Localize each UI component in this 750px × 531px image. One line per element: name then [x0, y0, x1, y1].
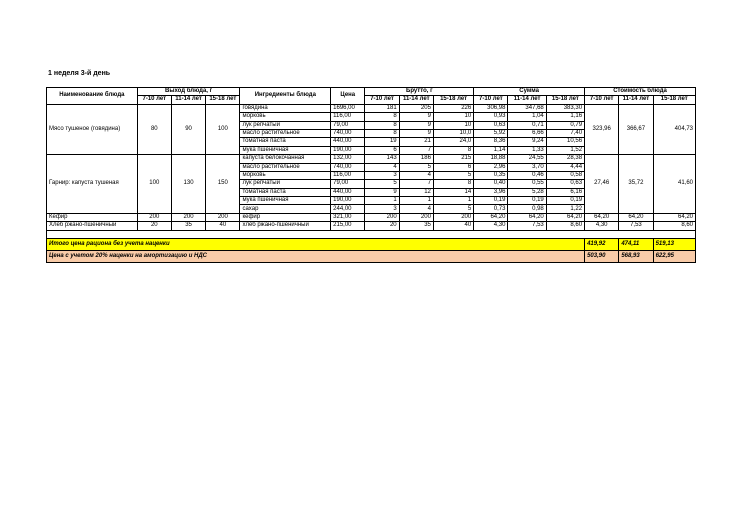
ingredient-name: говядина	[240, 104, 331, 112]
brutto-value: 1	[365, 197, 399, 205]
ingredient-price: 1696,00	[331, 104, 365, 112]
dish-yield: 200	[171, 213, 205, 221]
total-value: 568,93	[619, 251, 653, 263]
ingredient-name: мука пшеничная	[240, 146, 331, 154]
sum-value: 7,53	[508, 222, 546, 230]
brutto-value: 40	[433, 222, 473, 230]
brutto-value: 186	[399, 155, 433, 163]
sum-value: 1,22	[546, 205, 584, 213]
sum-value: 2,96	[474, 163, 508, 171]
brutto-value: 12	[399, 188, 433, 196]
header-price: Цена	[331, 88, 365, 105]
sum-value: 24,55	[508, 155, 546, 163]
spacer-row	[47, 230, 696, 238]
dish-cost: 64,20	[653, 213, 695, 221]
brutto-value: 1	[399, 197, 433, 205]
ingredient-price: 190,00	[331, 197, 365, 205]
sum-value: 0,58	[546, 171, 584, 179]
dish-yield: 80	[137, 104, 171, 154]
sum-value: 0,63	[546, 180, 584, 188]
brutto-value: 9	[399, 121, 433, 129]
sum-value: 0,40	[474, 180, 508, 188]
sum-value: 0,79	[546, 121, 584, 129]
dish-cost: 35,72	[619, 155, 653, 214]
age-header-row	[47, 96, 696, 104]
brutto-value: 21	[399, 138, 433, 146]
brutto-value: 6	[433, 163, 473, 171]
age-header-yield-2: 15-18 лет	[206, 96, 240, 104]
brutto-value: 9	[365, 188, 399, 196]
brutto-value: 215	[433, 155, 473, 163]
dish-cost: 27,46	[585, 155, 619, 214]
sum-value: 3,70	[508, 163, 546, 171]
brutto-value: 8	[433, 180, 473, 188]
ingredient-price: 79,00	[331, 121, 365, 129]
dish-yield: 20	[137, 222, 171, 230]
dish-yield: 200	[137, 213, 171, 221]
spacer-cell	[47, 230, 696, 238]
sum-value: 18,88	[474, 155, 508, 163]
ingredient-price: 190,00	[331, 146, 365, 154]
ingredient-price: 215,00	[331, 222, 365, 230]
dish-yield: 130	[171, 155, 205, 214]
age-header-yield-0: 7-10 лет	[137, 96, 171, 104]
ingredient-price: 116,00	[331, 171, 365, 179]
sum-value: 6,66	[508, 129, 546, 137]
dish-cost: 8,60	[653, 222, 695, 230]
sum-value: 3,96	[474, 188, 508, 196]
dish-name: Хлеб ржано-пшеничный	[47, 222, 138, 230]
brutto-value: 9	[399, 113, 433, 121]
dish-cost: 64,20	[619, 213, 653, 221]
ingredient-name: масло растительное	[240, 129, 331, 137]
sum-value: 0,19	[508, 197, 546, 205]
menu-table	[46, 87, 696, 263]
dish-yield: 35	[171, 222, 205, 230]
brutto-value: 200	[433, 213, 473, 221]
brutto-value: 10	[433, 113, 473, 121]
age-header-brutto-0: 7-10 лет	[365, 96, 399, 104]
ingredient-name: капуста белокочанная	[240, 155, 331, 163]
table-row	[47, 213, 696, 221]
dish-cost: 7,53	[619, 222, 653, 230]
sum-value: 64,20	[508, 213, 546, 221]
dish-yield: 40	[206, 222, 240, 230]
sum-value: 10,56	[546, 138, 584, 146]
ingredient-name: морковь	[240, 113, 331, 121]
sum-value: 6,16	[546, 188, 584, 196]
brutto-value: 3	[365, 171, 399, 179]
ingredient-name: морковь	[240, 171, 331, 179]
dish-name: Гарнир: капуста тушеная	[47, 155, 138, 214]
sum-value: 306,98	[474, 104, 508, 112]
sum-value: 1,33	[508, 146, 546, 154]
dish-cost: 366,67	[619, 104, 653, 154]
ingredient-price: 440,00	[331, 138, 365, 146]
sum-value: 0,93	[474, 113, 508, 121]
sum-value: 8,36	[474, 138, 508, 146]
total-value: 519,13	[653, 239, 695, 251]
brutto-value: 7	[399, 146, 433, 154]
brutto-value: 20	[365, 222, 399, 230]
dish-cost: 41,60	[653, 155, 695, 214]
header-yield: Выход блюда, г	[137, 88, 240, 96]
table-row	[47, 104, 696, 112]
sum-value: 0,63	[474, 121, 508, 129]
brutto-value: 200	[399, 213, 433, 221]
total-value: 622,95	[653, 251, 695, 263]
age-header-sum-2: 15-18 лет	[546, 96, 584, 104]
ingredient-price: 132,00	[331, 155, 365, 163]
dish-yield: 100	[206, 104, 240, 154]
dish-cost: 64,20	[585, 213, 619, 221]
header-ingredients: Ингредиенты блюда	[240, 88, 331, 105]
sum-value: 4,44	[546, 163, 584, 171]
ingredient-name: хлеб ржано-пшеничный	[240, 222, 331, 230]
ingredient-name: масло растительное	[240, 163, 331, 171]
sum-value: 347,68	[508, 104, 546, 112]
total-label: Цена с учетом 20% наценки на амортизацию и НДС	[47, 251, 585, 263]
age-header-sum-1: 11-14 лет	[508, 96, 546, 104]
brutto-value: 143	[365, 155, 399, 163]
ingredient-name: томатная паста	[240, 138, 331, 146]
age-header-cost-2: 15-18 лет	[653, 96, 695, 104]
ingredient-name: мука пшеничная	[240, 197, 331, 205]
sum-value: 0,46	[508, 171, 546, 179]
brutto-value: 8	[365, 121, 399, 129]
total-label: Итого цена рациона без учета наценки	[47, 239, 585, 251]
age-header-brutto-1: 11-14 лет	[399, 96, 433, 104]
sum-value: 28,38	[546, 155, 584, 163]
brutto-value: 200	[365, 213, 399, 221]
dish-yield: 150	[206, 155, 240, 214]
brutto-value: 24,0	[433, 138, 473, 146]
dish-yield: 90	[171, 104, 205, 154]
brutto-value: 205	[399, 104, 433, 112]
brutto-value: 3	[365, 205, 399, 213]
age-header-cost-0: 7-10 лет	[585, 96, 619, 104]
brutto-value: 181	[365, 104, 399, 112]
brutto-value: 35	[399, 222, 433, 230]
dish-yield: 100	[137, 155, 171, 214]
sum-value: 1,16	[546, 113, 584, 121]
total-value: 419,92	[585, 239, 619, 251]
header-dish: Наименование блюда	[47, 88, 138, 105]
ingredient-price: 321,00	[331, 213, 365, 221]
sum-value: 7,40	[546, 129, 584, 137]
total-value: 474,11	[619, 239, 653, 251]
ingredient-price: 740,00	[331, 163, 365, 171]
ingredient-price: 440,00	[331, 188, 365, 196]
ingredient-price: 79,00	[331, 180, 365, 188]
sum-value: 0,19	[546, 197, 584, 205]
ingredient-name: кефир	[240, 213, 331, 221]
brutto-value: 9	[399, 129, 433, 137]
brutto-value: 4	[399, 171, 433, 179]
brutto-value: 4	[399, 205, 433, 213]
dish-cost: 404,73	[653, 104, 695, 154]
table-row	[47, 222, 696, 230]
age-header-cost-1: 11-14 лет	[619, 96, 653, 104]
ingredient-price: 116,00	[331, 113, 365, 121]
brutto-value: 6	[365, 146, 399, 154]
total-row	[47, 239, 696, 251]
dish-yield: 200	[206, 213, 240, 221]
dish-name: Кефир	[47, 213, 138, 221]
ingredient-price: 244,00	[331, 205, 365, 213]
brutto-value: 4	[365, 163, 399, 171]
brutto-value: 5	[399, 163, 433, 171]
brutto-value: 10,0	[433, 129, 473, 137]
sum-value: 4,30	[474, 222, 508, 230]
brutto-value: 5	[433, 171, 473, 179]
sum-value: 1,52	[546, 146, 584, 154]
brutto-value: 8	[365, 129, 399, 137]
ingredient-name: томатная паста	[240, 188, 331, 196]
brutto-value: 1	[433, 197, 473, 205]
header-sum: Сумма	[474, 88, 585, 96]
brutto-value: 10	[433, 121, 473, 129]
dish-cost: 323,96	[585, 104, 619, 154]
ingredient-name: лук репчатый	[240, 121, 331, 129]
brutto-value: 19	[365, 138, 399, 146]
sum-value: 64,20	[546, 213, 584, 221]
ingredient-name: лук репчатый	[240, 180, 331, 188]
brutto-value: 14	[433, 188, 473, 196]
brutto-value: 5	[433, 205, 473, 213]
ingredient-name: сахар	[240, 205, 331, 213]
brutto-value: 8	[365, 113, 399, 121]
sum-value: 0,98	[508, 205, 546, 213]
sum-value: 1,14	[474, 146, 508, 154]
table-row	[47, 155, 696, 163]
sum-value: 383,30	[546, 104, 584, 112]
sum-value: 64,20	[474, 213, 508, 221]
sum-value: 0,73	[474, 205, 508, 213]
brutto-value: 8	[433, 146, 473, 154]
sum-value: 5,92	[474, 129, 508, 137]
header-brutto: Брутто, г	[365, 88, 474, 96]
sum-value: 0,19	[474, 197, 508, 205]
total-markup-row	[47, 251, 696, 263]
sum-value: 0,55	[508, 180, 546, 188]
age-header-sum-0: 7-10 лет	[474, 96, 508, 104]
age-header-brutto-2: 15-18 лет	[433, 96, 473, 104]
page-title: 1 неделя 3-й день	[48, 70, 111, 77]
brutto-value: 7	[399, 180, 433, 188]
brutto-value: 5	[365, 180, 399, 188]
sum-value: 8,60	[546, 222, 584, 230]
age-header-yield-1: 11-14 лет	[171, 96, 205, 104]
header-cost: Стоимость блюда	[585, 88, 696, 96]
dish-cost: 4,30	[585, 222, 619, 230]
ingredient-price: 740,00	[331, 129, 365, 137]
sum-value: 0,71	[508, 121, 546, 129]
sum-value: 1,04	[508, 113, 546, 121]
sum-value: 0,35	[474, 171, 508, 179]
sum-value: 5,28	[508, 188, 546, 196]
dish-name: Мясо тушеное (говядина)	[47, 104, 138, 154]
total-value: 503,90	[585, 251, 619, 263]
sum-value: 9,24	[508, 138, 546, 146]
brutto-value: 226	[433, 104, 473, 112]
